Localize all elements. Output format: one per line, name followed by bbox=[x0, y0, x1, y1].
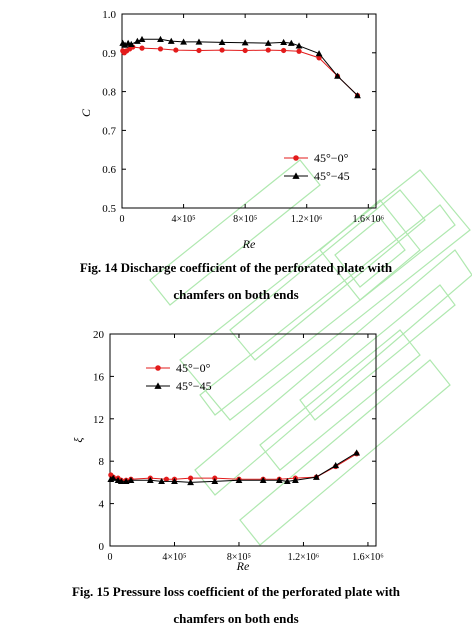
legend-marker-circle bbox=[155, 365, 161, 371]
x-tick-label: 4×10⁵ bbox=[162, 552, 187, 563]
y-tick-label: 0.8 bbox=[102, 86, 116, 99]
legend-label: 45°−45 bbox=[314, 169, 350, 183]
x-axis-label: Re bbox=[242, 237, 256, 251]
figure-15-caption bbox=[0, 578, 472, 632]
data-point-circle bbox=[296, 49, 301, 54]
data-point-circle bbox=[196, 48, 201, 53]
y-tick-label: 0.9 bbox=[102, 47, 116, 60]
figure-14-caption-line1: Fig. 14 Discharge coefficient of the perforated plate with bbox=[79, 260, 393, 275]
legend-label: 45°−0° bbox=[314, 151, 349, 165]
y-tick-label: 12 bbox=[93, 413, 104, 426]
x-tick-label: 1.2×10⁶ bbox=[290, 214, 323, 225]
y-tick-label: 0.7 bbox=[102, 125, 116, 138]
x-axis-label: Re bbox=[236, 559, 250, 573]
series-line-red bbox=[123, 47, 358, 96]
y-tick-label: 0.5 bbox=[102, 203, 116, 215]
pressure-loss-coefficient-chart bbox=[0, 320, 472, 578]
data-point-circle bbox=[219, 47, 224, 52]
y-tick-label: 20 bbox=[93, 329, 104, 341]
figure-15-caption-line2: chamfers on both ends bbox=[173, 611, 299, 626]
plot-frame bbox=[110, 334, 376, 546]
y-axis-label: C bbox=[79, 108, 93, 118]
data-point-circle bbox=[173, 47, 178, 52]
series-line-red bbox=[111, 454, 357, 481]
y-axis-label: ξ bbox=[71, 437, 85, 443]
data-point-circle bbox=[139, 46, 144, 51]
legend-label: 45°−0° bbox=[176, 361, 211, 375]
figure-14-caption bbox=[0, 254, 472, 308]
x-tick-label: 4×10⁵ bbox=[171, 214, 196, 225]
data-point-circle bbox=[266, 47, 271, 52]
data-point-circle bbox=[158, 46, 163, 51]
data-point-triangle bbox=[316, 50, 323, 56]
discharge-coefficient-chart bbox=[0, 0, 472, 254]
figure-15-caption-line1: Fig. 15 Pressure loss coefficient of the perforated plate with bbox=[71, 584, 401, 599]
y-tick-label: 4 bbox=[98, 498, 104, 511]
data-point-triangle bbox=[353, 449, 360, 455]
y-tick-label: 0.6 bbox=[102, 164, 116, 177]
x-tick-label: 8×10⁵ bbox=[233, 214, 258, 225]
y-tick-label: 0 bbox=[98, 541, 104, 553]
x-tick-label: 1.6×10⁶ bbox=[352, 214, 385, 225]
data-point-circle bbox=[281, 48, 286, 53]
legend-marker-circle bbox=[293, 155, 299, 161]
y-tick-label: 1.0 bbox=[102, 9, 116, 21]
y-tick-label: 16 bbox=[93, 371, 104, 384]
x-tick-label: 0 bbox=[119, 214, 125, 225]
x-tick-label: 8×10⁵ bbox=[226, 552, 252, 563]
x-tick-label: 0 bbox=[107, 552, 113, 563]
x-tick-label: 1.6×10⁶ bbox=[352, 552, 384, 563]
y-tick-label: 8 bbox=[98, 456, 104, 469]
x-tick-label: 1.2×10⁶ bbox=[287, 552, 320, 563]
data-point-circle bbox=[243, 48, 248, 53]
figure-14-caption-line2: chamfers on both ends bbox=[173, 287, 299, 302]
series-line-black bbox=[123, 39, 358, 95]
legend-label: 45°−45 bbox=[176, 379, 212, 393]
